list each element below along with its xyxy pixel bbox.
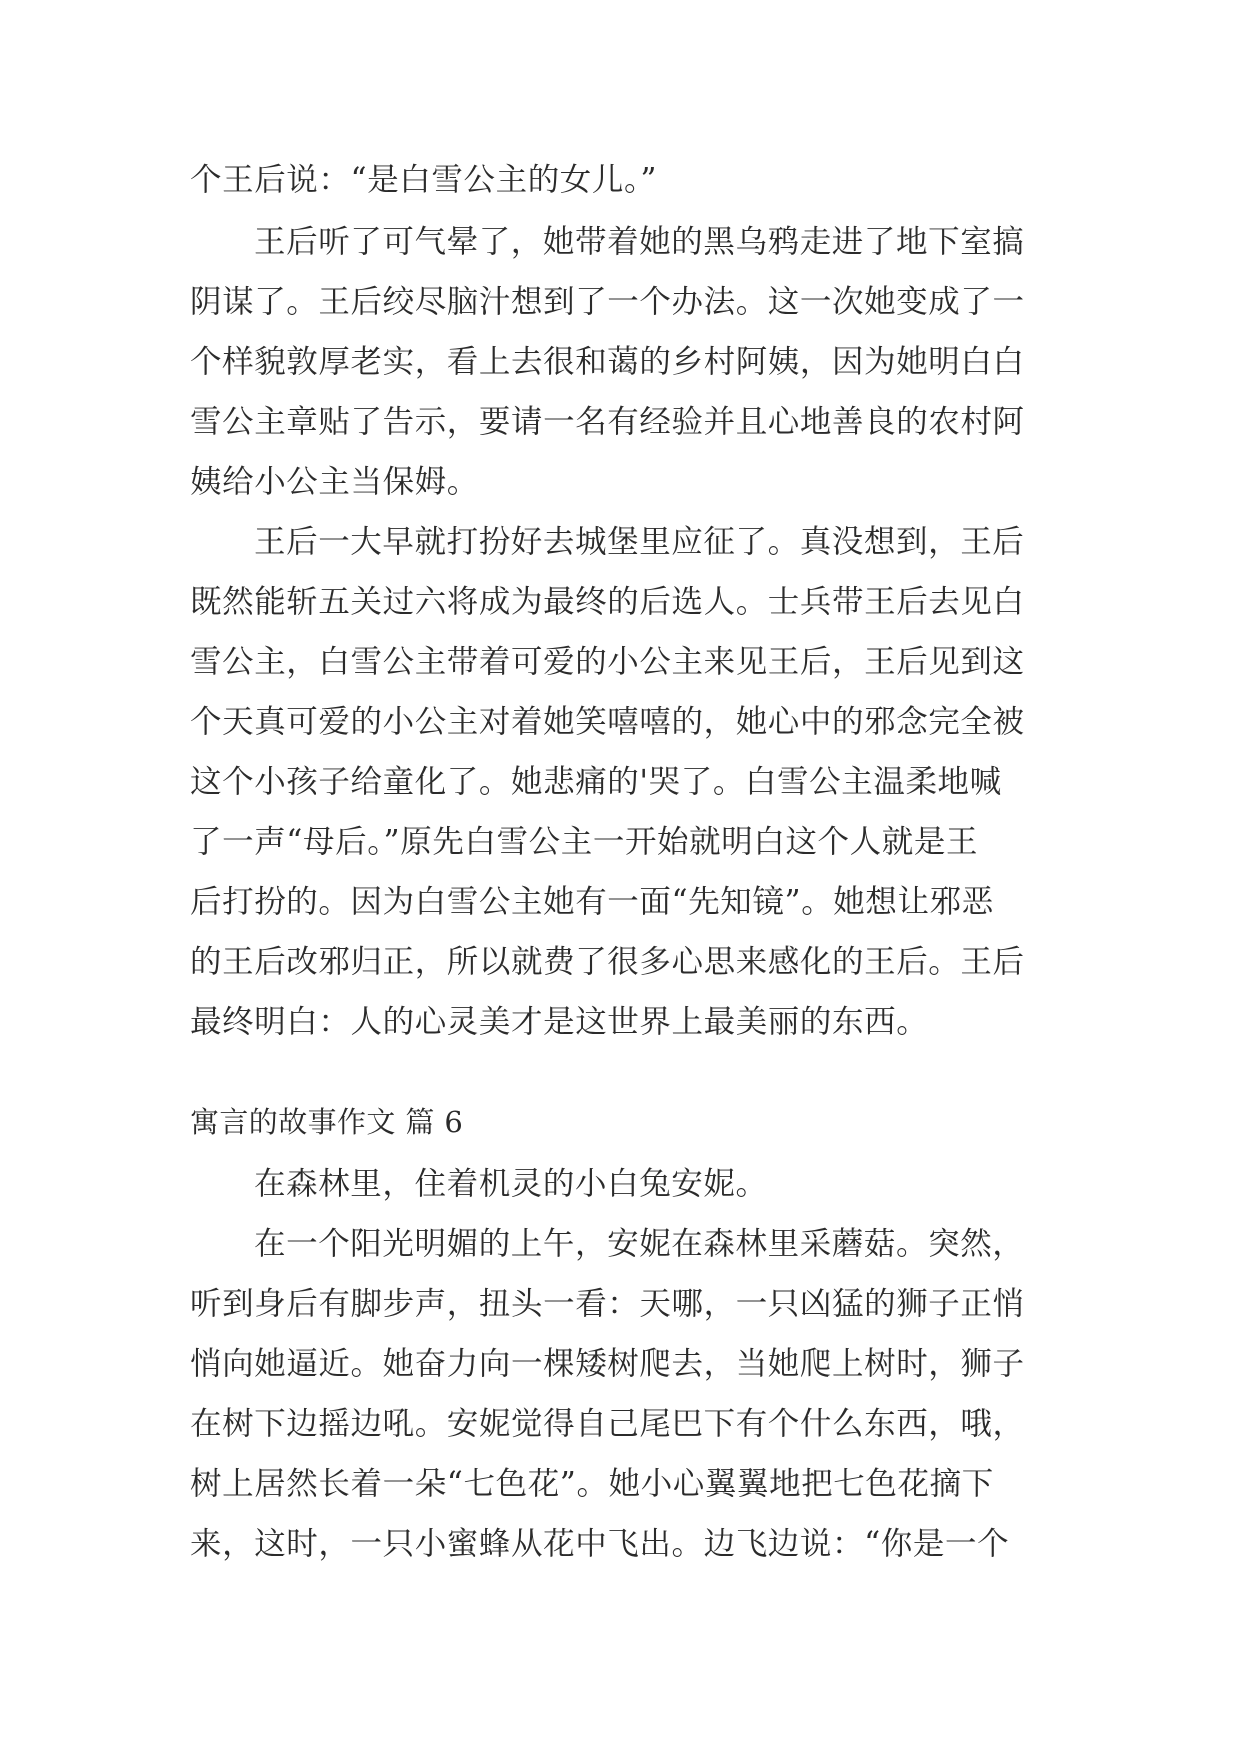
text-line: 个天真可爱的小公主对着她笑嘻嘻的，她心中的邪念完全被 [190,704,1025,740]
text-line: 最终明白：人的心灵美才是这世界上最美丽的东西。 [190,1004,929,1040]
text-line: 树上居然长着一朵“七色花”。她小心翼翼地把七色花摘下 [190,1466,994,1502]
text-line: 听到身后有脚步声，扭头一看：天哪，一只凶猛的狮子正悄 [190,1286,1025,1322]
text-line: 悄向她逼近。她奋力向一棵矮树爬去，当她爬上树时，狮子 [190,1346,1025,1382]
text-line: 在森林里，住着机灵的小白兔安妮。 [254,1166,768,1202]
section-heading: 寓言的故事作文 篇 6 [190,1105,464,1139]
text-line: 了一声“母后。”原先白雪公主一开始就明白这个人就是王 [190,824,979,860]
text-line: 在树下边摇边吼。安妮觉得自己尾巴下有个什么东西，哦， [190,1406,1025,1442]
text-line: 个王后说：“是白雪公主的女儿。” [190,162,658,198]
text-line: 这个小孩子给童化了。她悲痛的'哭了。白雪公主温柔地喊 [190,764,1002,800]
text-line: 后打扮的。因为白雪公主她有一面“先知镜”。她想让邪恶 [190,884,994,920]
text-line: 王后听了可气晕了，她带着她的黑乌鸦走进了地下室搞 [254,224,1025,260]
text-line: 王后一大早就打扮好去城堡里应征了。真没想到，王后 [254,524,1025,560]
text-line: 在一个阳光明媚的上午，安妮在森林里采蘑菇。突然， [254,1226,1025,1262]
text-line: 的王后改邪归正，所以就费了很多心思来感化的王后。王后 [190,944,1025,980]
text-line: 姨给小公主当保姆。 [190,464,479,500]
text-line: 来，这时，一只小蜜蜂从花中飞出。边飞边说：“你是一个 [190,1526,1010,1562]
text-line: 雪公主，白雪公主带着可爱的小公主来见王后，王后见到这 [190,644,1025,680]
text-line: 阴谋了。王后绞尽脑汁想到了一个办法。这一次她变成了一 [190,284,1025,320]
text-line: 个样貌敦厚老实，看上去很和蔼的乡村阿姨，因为她明白白 [190,344,1025,380]
text-line: 既然能斩五关过六将成为最终的后选人。士兵带王后去见白 [190,584,1025,620]
text-line: 雪公主章贴了告示，要请一名有经验并且心地善良的农村阿 [190,404,1025,440]
